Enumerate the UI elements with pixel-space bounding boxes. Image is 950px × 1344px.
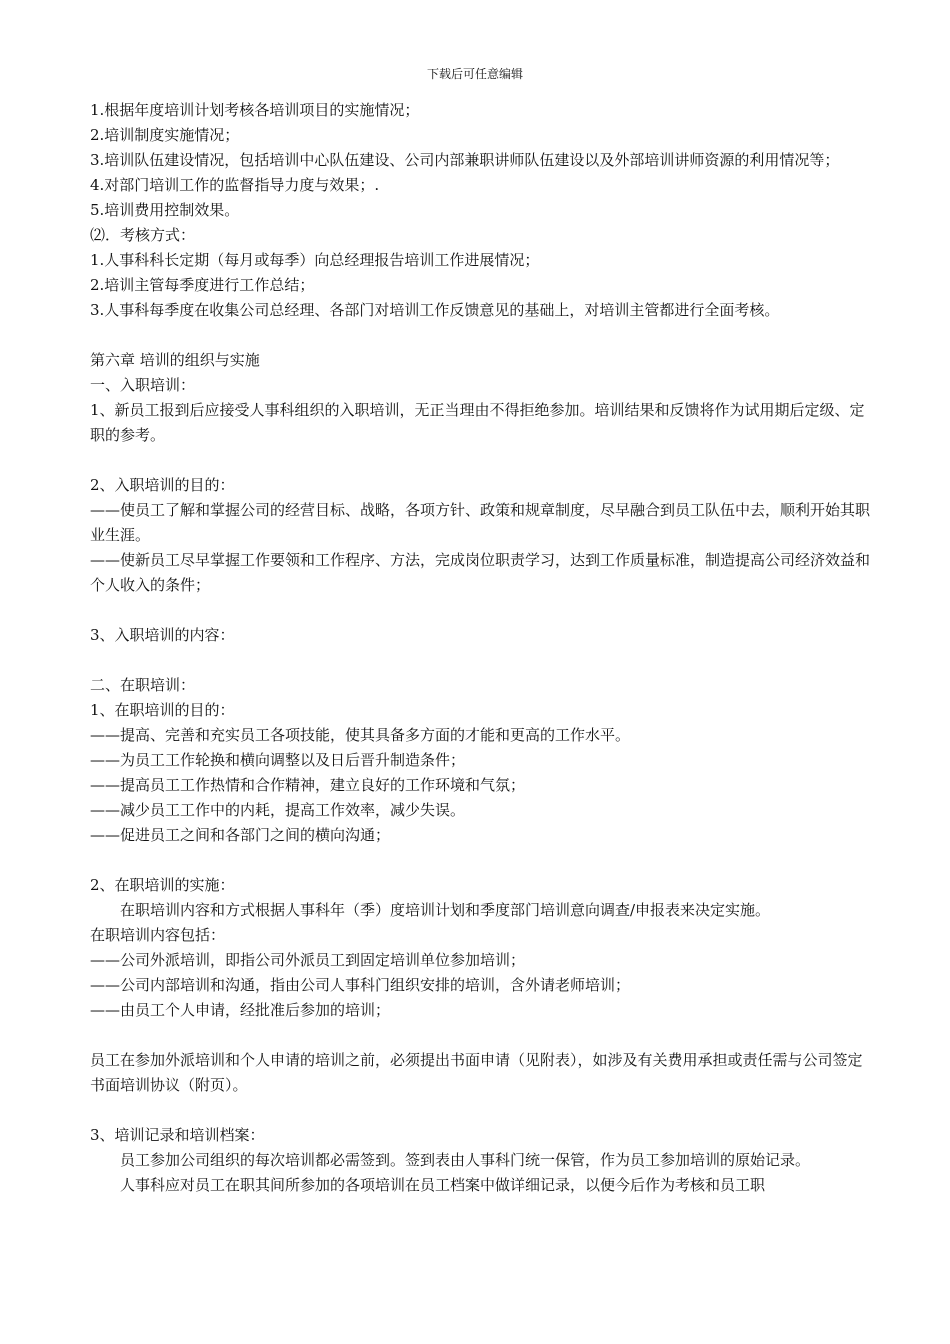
paragraph: ——使员工了解和掌握公司的经营目标、战略，各项方针、政策和规章制度，尽早融合到员工队伍中去，顺利开始其职业生涯。 [90, 501, 871, 544]
paragraph: 1、新员工报到后应接受人事科组织的入职培训，无正当理由不得拒绝参加。培训结果和反馈将作为试用期后定级、定职的参考。 [90, 401, 865, 444]
paragraph: 3.人事科每季度在收集公司总经理、各部门对培训工作反馈意见的基础上，对培训主管都进行全面考核。 [90, 301, 780, 319]
paragraph: 4.对部门培训工作的监督指导力度与效果；. [90, 176, 380, 194]
paragraph: 一、入职培训： [90, 376, 196, 394]
paragraph: 3、入职培训的内容： [90, 626, 235, 644]
paragraph: 5.培训费用控制效果。 [90, 201, 240, 219]
paragraph: 1.人事科科长定期（每月或每季）向总经理报告培训工作进展情况； [90, 251, 540, 269]
paragraph: ⑵．考核方式： [90, 226, 196, 244]
paragraph: 第六章 培训的组织与实施 [90, 351, 260, 369]
paragraph: ——使新员工尽早掌握工作要领和工作程序、方法，完成岗位职责学习，达到工作质量标准，制造提高公司经济效益和个人收入的条件； [90, 551, 871, 594]
page-header [0, 66, 950, 82]
paragraph: ——由员工个人申请，经批准后参加的培训； [90, 1001, 391, 1019]
paragraph: ——促进员工之间和各部门之间的横向沟通； [90, 826, 391, 844]
paragraph: 2.培训主管每季度进行工作总结； [90, 276, 315, 294]
blank-line [90, 648, 870, 673]
paragraph: 在职培训内容包括： [90, 926, 226, 944]
paragraph: 1.根据年度培训计划考核各培训项目的实施情况； [90, 101, 420, 119]
paragraph: ——为员工工作轮换和横向调整以及日后晋升制造条件； [90, 751, 466, 769]
document-body [90, 98, 870, 1198]
paragraph: 3.培训队伍建设情况，包括培训中心队伍建设、公司内部兼职讲师队伍建设以及外部培训讲师资源的利用情况等； [90, 151, 840, 169]
blank-line [90, 598, 870, 623]
paragraph: ——提高、完善和充实员工各项技能，使其具备多方面的才能和更高的工作水平。 [90, 726, 631, 744]
blank-line [90, 848, 870, 873]
paragraph: ——减少员工工作中的内耗，提高工作效率，减少失误。 [90, 801, 466, 819]
paragraph: 2、在职培训的实施： [90, 876, 235, 894]
blank-line [90, 448, 870, 473]
header-title: 下载后可任意编辑 [426, 67, 523, 81]
blank-line [90, 1098, 870, 1123]
paragraph: 员工参加公司组织的每次培训都必需签到。签到表由人事科门统一保管，作为员工参加培训的原始记录。 [120, 1151, 811, 1169]
paragraph: 2.培训制度实施情况； [90, 126, 240, 144]
paragraph: 2、入职培训的目的： [90, 476, 235, 494]
paragraph: 在职培训内容和方式根据人事科年（季）度培训计划和季度部门培训意向调查/申报表来决定实施。 [120, 901, 771, 919]
paragraph: ——提高员工工作热情和合作精神，建立良好的工作环境和气氛； [90, 776, 526, 794]
blank-line [90, 1023, 870, 1048]
paragraph: ——公司外派培训，即指公司外派员工到固定培训单位参加培训； [90, 951, 526, 969]
paragraph: ——公司内部培训和沟通，指由公司人事科门组织安排的培训，含外请老师培训； [90, 976, 631, 994]
paragraph: 员工在参加外派培训和个人申请的培训之前，必须提出书面申请（见附表），如涉及有关费用承担或责任需与公司签定书面培训协议（附页）。 [90, 1051, 863, 1094]
paragraph: 3、培训记录和培训档案： [90, 1126, 265, 1144]
paragraph: 人事科应对员工在职其间所参加的各项培训在员工档案中做详细记录，以便今后作为考核和员工职 [120, 1176, 766, 1194]
paragraph: 1、在职培训的目的： [90, 701, 235, 719]
blank-line [90, 323, 870, 348]
paragraph: 二、在职培训： [90, 676, 196, 694]
